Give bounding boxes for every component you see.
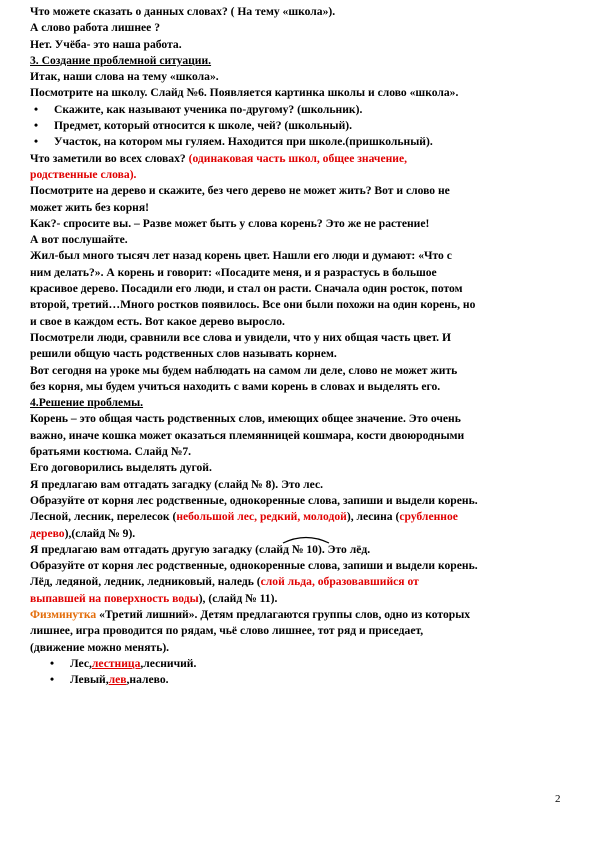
text-run: ),(слайд № 9).	[64, 526, 136, 540]
highlight-red: дерево	[30, 526, 65, 540]
paragraph-line: Образуйте от корня лес родственные, однокоренные слова, запиши и выдели корень.	[30, 559, 478, 573]
paragraph-line: А слово работа лишнее ?	[30, 21, 161, 35]
bullet-item	[30, 656, 570, 672]
paragraph-line: Я предлагаю вам отгадать загадку (слайд № 8). Это лес.	[30, 477, 324, 491]
highlight-red: небольшой лес, редкий, молодой	[176, 510, 347, 524]
highlight-red: выпавшей на поверхность воды	[30, 591, 199, 605]
paragraph-line: Посмотрите на дерево и скажите, без чего дерево не может жить? Вот и слово не	[30, 184, 450, 198]
highlight-red: лев	[108, 673, 127, 687]
highlight-red: (одинаковая часть школ, общее значение,	[188, 151, 408, 165]
paragraph-line: второй, третий…Много ростков появилось. Все они были похожи на один корень, но	[30, 298, 476, 312]
bullet-item	[30, 102, 570, 118]
bullet-item	[30, 118, 570, 134]
paragraph-line: Нет. Учёба- это наша работа.	[30, 37, 182, 51]
paragraph-line: Вот сегодня на уроке мы будем наблюдать на самом ли деле, слово не может жить	[30, 363, 458, 377]
highlight-red: лестница	[91, 656, 141, 670]
paragraph-line: и свое в каждом есть. Вот какое дерево выросло.	[30, 314, 285, 328]
paragraph-line	[30, 607, 570, 623]
bullet-icon: •	[50, 656, 55, 670]
text-run: ), (слайд № 11).	[198, 591, 278, 605]
paragraph-line: Корень – это общая часть родственных слов, имеющих общее значение. Это очень	[30, 412, 461, 426]
paragraph-line: Посмотрели люди, сравнили все слова и увидели, что у них общая часть цвет. И	[30, 330, 451, 344]
paragraph-line: Жил-был много тысяч лет назад корень цвет. Нашли его люди и думают: «Что с	[30, 249, 452, 263]
bullet-icon: •	[34, 102, 39, 116]
text-run: Лесной, лесник, перелесок (	[30, 510, 177, 524]
paragraph-line: Посмотрите на школу. Слайд №6. Появляется картинка школы и слово «школа».	[30, 86, 459, 100]
bullet-icon: •	[34, 119, 39, 133]
paragraph-line: важно, иначе кошка может оказаться племянницей кошмара, кости двоюродными	[30, 428, 465, 442]
highlight-red: слой льда, образовавшийся от	[260, 575, 419, 589]
paragraph-line: (движение можно менять).	[30, 640, 170, 654]
bullet-item	[30, 134, 570, 150]
paragraph-line: А вот послушайте.	[30, 233, 128, 247]
highlight-red: родственные слова).	[30, 167, 137, 181]
text-run: ,налево.	[126, 673, 169, 687]
section-heading: 4.Решение проблемы.	[30, 396, 144, 410]
bullet-text: Предмет, который относится к школе, чей? (школьный).	[54, 119, 353, 133]
paragraph-line: красивое дерево. Посадили его люди, и стал он расти. Сначала один росток, потом	[30, 282, 463, 296]
page-number: 2	[555, 793, 561, 805]
paragraph-line: братьями костюма. Слайд №7.	[30, 445, 192, 459]
text-run: Что заметили во всех словах?	[30, 151, 189, 165]
paragraph-line	[30, 574, 570, 590]
paragraph-line	[30, 151, 570, 167]
bullet-icon: •	[50, 673, 55, 687]
text-run: ), лесина (	[346, 510, 400, 524]
paragraph-line: без корня, мы будем учиться находить с вами корень в словах и выделять его.	[30, 379, 441, 393]
text-run: Лес,	[70, 656, 92, 670]
paragraph-line: лишнее, игра проводится по рядам, чьё слово лишнее, тот ряд и приседает,	[30, 624, 424, 638]
bullet-text: Скажите, как называют ученика по-другому? (школьник).	[54, 102, 363, 116]
paragraph-line	[30, 591, 570, 607]
highlight-red: срубленное	[399, 510, 458, 524]
paragraph-line: Его договорились выделять дугой.	[30, 461, 212, 475]
section-heading: 3. Создание проблемной ситуации.	[30, 53, 212, 67]
bullet-icon: •	[34, 135, 39, 149]
paragraph-line	[30, 509, 570, 525]
root-arc-icon	[281, 534, 331, 544]
bullet-item	[30, 672, 570, 688]
paragraph-line: Итак, наши слова на тему «школа».	[30, 70, 219, 84]
document-page	[30, 4, 570, 688]
highlight-orange: Физминутка	[30, 607, 97, 621]
paragraph-line: Что можете сказать о данных словах? ( На тему «школа»).	[30, 5, 336, 18]
paragraph-line: Как?- спросите вы. – Разве может быть у слова корень? Это же не растение!	[30, 216, 430, 230]
paragraph-line: решили общую часть родственных слов называть корнем.	[30, 347, 337, 361]
paragraph-line: Я предлагаю вам отгадать другую загадку (слайд № 10). Это лёд.	[30, 542, 371, 556]
paragraph-line: может жить без корня!	[30, 200, 149, 214]
text-run: Лёд, ледяной, ледник, ледниковый, наледь (	[30, 575, 261, 589]
text-run: ,лесничий.	[140, 656, 197, 670]
text-run: Левый,	[70, 673, 109, 687]
bullet-text: Участок, на котором мы гуляем. Находится при школе.(пришкольный).	[54, 135, 433, 149]
paragraph-line: ним делать?». А корень и говорит: «Посадите меня, и я разрастусь в большое	[30, 265, 437, 279]
paragraph-line: Образуйте от корня лес родственные, однокоренные слова, запиши и выдели корень.	[30, 493, 478, 507]
text-run: «Третий лишний». Детям предлагаются группы слов, одно из которых	[96, 607, 471, 621]
